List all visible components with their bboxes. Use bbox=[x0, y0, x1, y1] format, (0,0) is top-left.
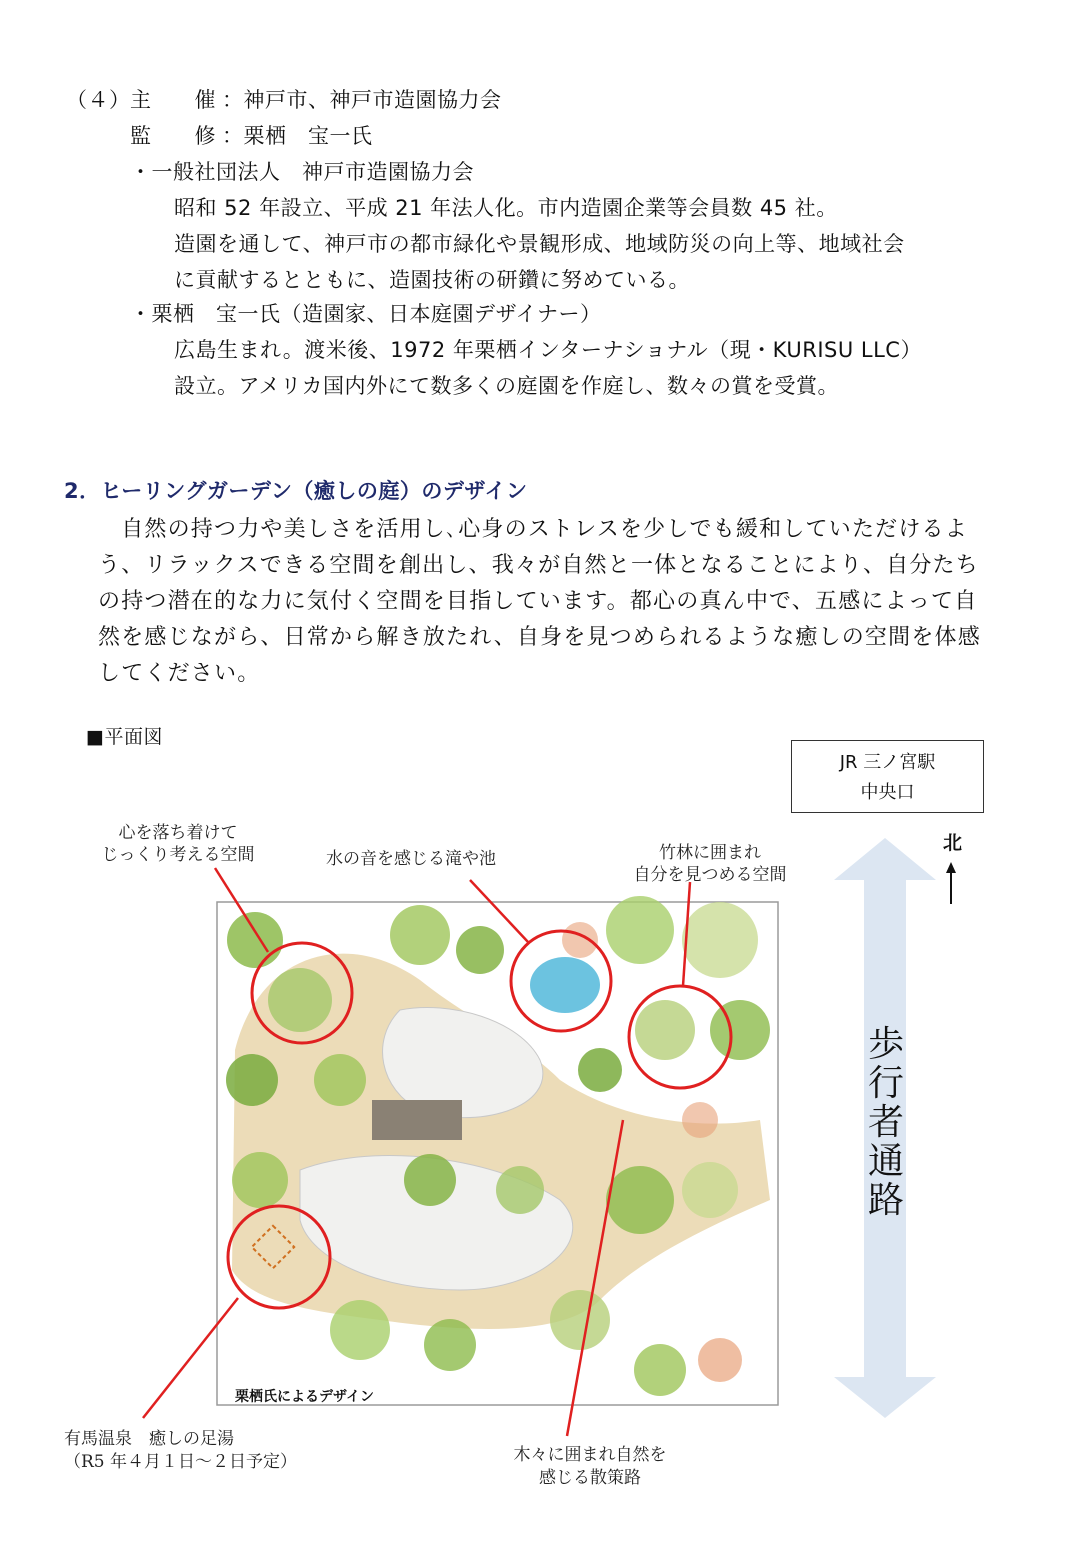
annotation-footbath-line2: （R5 年４月１日～２日予定） bbox=[64, 1452, 298, 1472]
annotation-calm-line2: じっくり考える空間 bbox=[101, 845, 255, 865]
station-exit: 中央口 bbox=[860, 782, 915, 803]
paragraph-line: 然を感じながら、日常から解き放たれ、自身を見つめられるような癒しの空間を体感 bbox=[98, 625, 981, 650]
section4-number: （４） bbox=[66, 88, 131, 112]
org-line: 昭和 52 年設立、平成 21 年法人化。市内造園企業等会員数 45 社。 bbox=[174, 196, 838, 220]
host-value: ：神戸市、神戸市造園協力会 bbox=[222, 88, 502, 112]
person-line: 設立。アメリカ国内外にて数多くの庭園を作庭し、数々の賞を受賞。 bbox=[174, 374, 840, 398]
annotation-waterfall: 水の音を感じる滝や池 bbox=[326, 849, 496, 869]
section2-heading: 2．ヒーリングガーデン（癒しの庭）のデザイン bbox=[64, 479, 528, 503]
person-line: 広島生まれ。渡米後、1972 年栗栖インターナショナル（現・KURISU LLC） bbox=[174, 338, 922, 362]
walkway-char: 路 bbox=[867, 1180, 904, 1221]
walkway-char: 行 bbox=[867, 1063, 904, 1104]
walkway-char: 者 bbox=[867, 1102, 904, 1143]
host-label: 主 催 bbox=[130, 88, 216, 112]
paragraph-line: してください。 bbox=[98, 661, 261, 686]
north-arrowhead-icon bbox=[946, 862, 956, 873]
org-title: ・一般社団法人 神戸市造園協力会 bbox=[130, 160, 474, 184]
north-label: 北 bbox=[943, 832, 963, 854]
paragraph-line: 自然の持つ力や美しさを活用し､心身のストレスを少しでも緩和していただけるよ bbox=[98, 517, 968, 542]
annotation-path-line1: 木々に囲まれ自然を bbox=[513, 1445, 667, 1465]
org-line: に貢献するとともに、造園技術の研鑽に努めている。 bbox=[174, 268, 690, 292]
annotation-bamboo-line2: 自分を見つめる空間 bbox=[633, 865, 787, 885]
annotation-bamboo-line1: 竹林に囲まれ bbox=[659, 843, 761, 863]
org-line: 造園を通して、神戸市の都市緑化や景観形成、地域防災の向上等、地域社会 bbox=[174, 232, 905, 256]
annotation-path-line2: 感じる散策路 bbox=[539, 1468, 641, 1488]
paragraph-line: の持つ潜在的な力に気付く空間を目指しています。都心の真ん中で、五感によって自 bbox=[98, 589, 978, 614]
person-title: ・栗栖 宝一氏（造園家、日本庭園デザイナー） bbox=[130, 302, 602, 326]
annotation-footbath-line1: 有馬温泉 癒しの足湯 bbox=[64, 1429, 234, 1449]
plan-title: ■平面図 bbox=[86, 726, 163, 748]
supervisor-value: ：栗栖 宝一氏 bbox=[222, 124, 373, 148]
walkway-char: 歩 bbox=[867, 1024, 904, 1065]
design-caption: 栗栖氏によるデザイン bbox=[235, 1389, 375, 1405]
annotation-calm-line1: 心を落ち着けて bbox=[118, 823, 238, 843]
supervisor-label: 監 修 bbox=[130, 124, 216, 148]
walkway-char: 通 bbox=[867, 1141, 904, 1182]
walkway-label bbox=[866, 1025, 906, 1220]
paragraph-line: う、リラックスできる空間を創出し、我々が自然と一体となることにより、自分たち bbox=[98, 553, 979, 578]
station-name: JR 三ノ宮駅 bbox=[839, 752, 936, 773]
